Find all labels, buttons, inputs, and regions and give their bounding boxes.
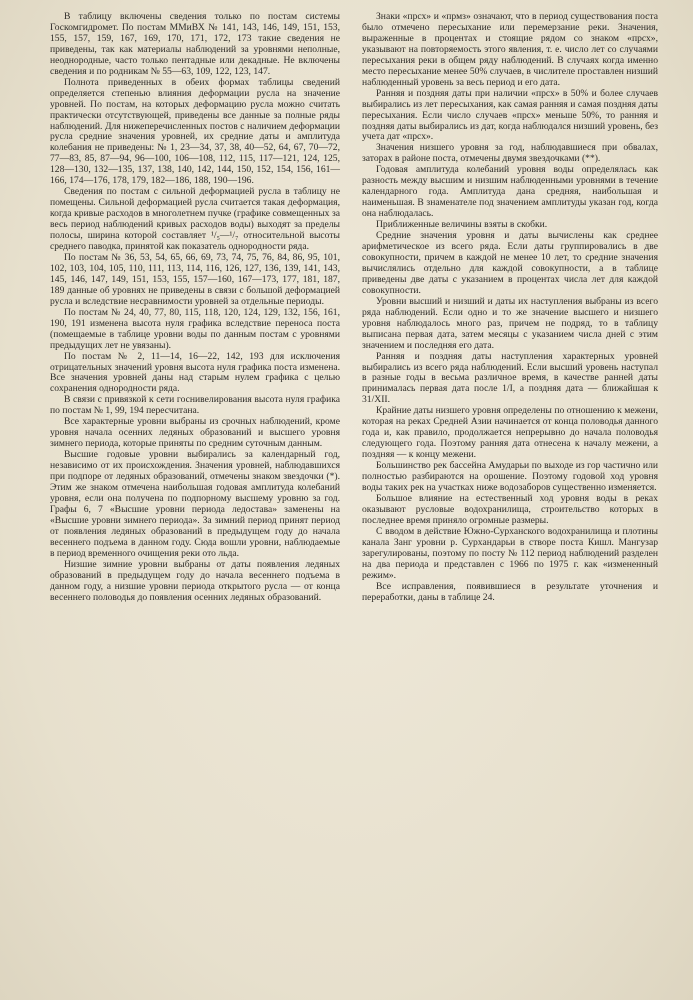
paragraph: Приближенные величины взяты в скобки. [376, 219, 548, 231]
paragraph: Высшие годовые уровни выбирались за календарный год, независимо от их происхождения. Значения уровней, наблюдавшихся при подпоре от ледяных образований, отмечены знаком звездочки (*). Этим же знаком отмечена наибольшая годовая амплитуда колебаний уровня, если она получена по подпорному высшему уровню за год. Графы 6, 7 «Высшие уровни периода ледостава» заменены на «Высшие уровни зимнего периода». За зимний период принят период от появления ледяных образований в предыдущем году до начала весеннего подъема в данном году. Сюда вошли уровни, наблюдаемые в период временного очищения реки ото льда. [50, 449, 340, 559]
paragraph: Средние значения уровня и даты вычислены как среднее арифметическое из всего ряда. Если даты группировались в две совокупности, причем в каждой не менее 10 лет, то средние значения вычислялись отдельно для каждой совокупности, а в таблице приведены две даты с указанием в процентах числа лет для каждой совокупности. [362, 230, 658, 296]
paragraph: Значения низшего уровня за год, наблюдавшиеся при обвалах, заторах в районе поста, отмечены двумя звездочками (**). [362, 142, 658, 165]
right-column [362, 12, 658, 603]
paragraph: По постам № 24, 40, 77, 80, 115, 118, 120, 124, 129, 132, 156, 161, 190, 191 изменена высота нуля графика вследствие переноса поста (помещаемые в таблице уровни воды по данным постам с уровнями предыдущих лет не увязаны). [50, 306, 340, 351]
paragraph: Большое влияние на естественный ход уровня воды в реках оказывают русловые водохранилища, строительство которых в последнее время приняло огромные размеры. [362, 492, 658, 526]
paragraph: Годовая амплитуда колебаний уровня воды определялась как разность между высшим и низшим наблюденными уровнями в течение календарного года. Амплитуда дана средняя, наибольшая и наименьшая. В знаменателе под значением амплитуды указан год, когда она наблюдалась. [362, 164, 658, 220]
paragraph: Крайние даты низшего уровня определены по отношению к межени, которая на реках Средней Азии начинается от конца половодья данного года и, как правило, продолжается непрерывно до начала половодья следующего года. Поэтому ранняя дата отнесена к началу межени, а поздняя — к концу межени. [362, 405, 658, 461]
paragraph: Все исправления, появившиеся в результате уточнения и переработки, даны в таблице 24. [362, 580, 658, 603]
paragraph: Сведения по постам с сильной деформацией русла в таблицу не помещены. Сильной деформацией русла считается такая деформация, когда кривые расходов в многолетнем пучке (графике совмещенных за весь период наблюдений кривых расходов воды) выходят за пределы полосы, ширина которой составляет ¹/₅—¹/₇ относительной высоты среднего паводка, принятой как показатель однородности ряда. [50, 186, 340, 253]
paragraph: С вводом в действие Южно-Сурханского водохранилища и плотины канала Занг уровни р. Сурхандарьи в створе поста Кишл. Мангузар зарегулированы, поэтому по посту № 112 период наблюдений разделен на два периода и представлен с 1966 по 1975 г. как «измененный режим». [362, 525, 658, 581]
paragraph: В связи с привязкой к сети госнивелирования высота нуля графика по постам № 1, 99, 194 пересчитана. [50, 394, 340, 417]
paragraph: В таблицу включены сведения только по постам системы Госкомгидромет. По постам ММиВХ № 141, 143, 146, 149, 151, 153, 155, 157, 159, 167, 169, 170, 171, 172, 173 такие сведения не приведены, так как материалы наблюдений за уровнями неполные, неоднородные, часто только пентадные или декадные. Не включены сведения и по родникам № 55—63, 109, 122, 123, 147. [50, 11, 340, 77]
paragraph: Полнота приведенных в обеих формах таблицы сведений определяется степенью влияния деформации русла на значение уровней. По постам, на которых деформацию русла можно считать практически отсутствующей, приведены все данные за полные ряды наблюдений. Для нижеперечисленных постов с наличием деформации русла средние значения уровней, их средние даты и амплитуда колебания не приведены: № 1, 23—34, 37, 38, 40—52, 64, 67, 70—72, 77—83, 85, 87—94, 96—100, 106—108, 112, 115, 117—121, 124, 125, 128—130, 132—135, 137, 138, 140, 142, 144, 150, 152, 154, 156, 161—166, 174—176, 178, 179, 182—186, 188, 190—196. [50, 76, 340, 187]
paragraph: По постам № 2, 11—14, 16—22, 142, 193 для исключения отрицательных значений уровня высота нуля графика поста изменена. Все значения уровней даны над старым нулем графика с целью сохранения однородности ряда. [50, 350, 340, 395]
paragraph: Уровни высший и низший и даты их наступления выбраны из всего ряда наблюдений. Если одно и то же значение высшего и низшего уровня наблюдалось много раз, причем не подряд, то в таблицу выписана первая дата, затем месяцы с указанием числа дней с этим значением и последняя его дата. [362, 295, 658, 351]
paragraph: Знаки «прсх» и «прмз» означают, что в период существования поста было отмечено пересыхание или перемерзание реки. Значения, выраженные в процентах и стоящие рядом со знаком «прсх», указывают на повторяемость этого явления, т. е. число лет со случаями пересыхания реки в общем ряду наблюдений. В случаях когда именно место пересыхание менее 50% случаев, в числителе проставлен низший наблюденный уровень за весь период и его дата. [362, 11, 658, 88]
paragraph: Большинство рек бассейна Амударьи по выходе из гор частично или полностью разбираются на орошение. Поэтому годовой ход уровня воды таких рек на участках ниже водозаборов существенно изменяется. [362, 460, 658, 493]
paragraph: Все характерные уровни выбраны из срочных наблюдений, кроме уровня начала осенних ледяных образований и высшего уровня зимнего периода, которые приняты по средним суточным данным. [50, 416, 340, 450]
paragraph: По постам № 36, 53, 54, 65, 66, 69, 73, 74, 75, 76, 84, 86, 95, 101, 102, 103, 104, 105, 110, 111, 113, 114, 116, 126, 127, 136, 139, 141, 143, 145, 146, 147, 149, 151, 153, 155, 157—160, 167—173, 177, 181, 187, 189 данные об уровнях не приведены в связи с большой деформацией русла и вследствие несравнимости уровней за отдельные периоды. [50, 251, 340, 307]
paragraph: Ранняя и поздняя даты при наличии «прсх» в 50% и более случаев выбирались из лет пересыхания, как самая ранняя и самая поздняя даты пересыхания. Если число случаев «прсх» меньше 50%, то ранняя и поздняя даты выбирались из дат, когда наблюдался низший уровень, без учета дат «прсх». [362, 87, 658, 143]
left-column [50, 12, 340, 603]
paragraph: Ранняя и поздняя даты наступления характерных уровней выбирались из всего ряда наблюдений. Если высший уровень наступал в разные годы в весьма различное время, в качестве ранней даты принималась первая дата после 1/I, а поздняя дата — ближайшая к 31/XII. [362, 350, 658, 406]
paragraph: Низшие зимние уровни выбраны от даты появления ледяных образований в предыдущем году до начала весеннего подъема в данном году, а низшие уровни периода открытого русла — от конца весеннего половодья до появления осенних ледяных образований. [50, 558, 340, 603]
